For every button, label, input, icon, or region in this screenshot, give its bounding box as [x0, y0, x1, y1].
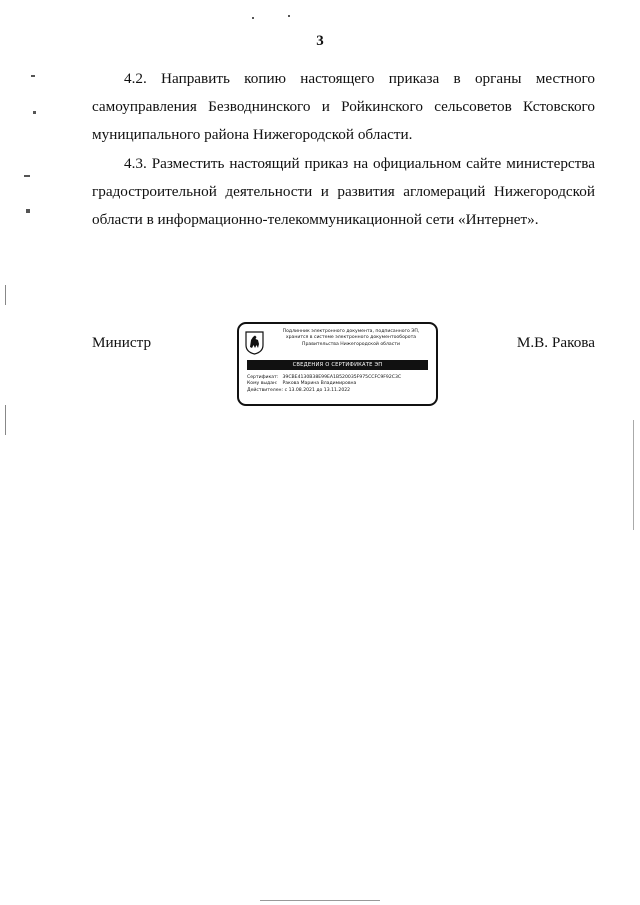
- scan-mark: [24, 175, 30, 177]
- signer-title: Министр: [92, 334, 152, 351]
- scan-mark: [288, 15, 290, 17]
- stamp-header: [267, 329, 435, 348]
- stamp-banner: СВЕДЕНИЯ О СЕРТИФИКАТЕ ЭП: [247, 360, 428, 370]
- stamp-header-line: Правительства Нижегородской области: [302, 341, 400, 347]
- certificate-value: 39CBE4130B38E99EA1B520035F975CCFC9F92C3C: [282, 375, 402, 380]
- paragraph-4-3: 4.3. Разместить настоящий приказ на официальном сайте министерства градостроительной деятельности и развития агломераций Нижегородской области в информационно-телекоммуникационной сети «Интернет».: [92, 155, 595, 228]
- issued-to-value: Ракова Марина Владимировна: [282, 381, 357, 387]
- coat-of-arms-icon: [245, 331, 264, 355]
- scan-edge-line: [5, 285, 6, 305]
- validity-label: Действителен:: [247, 387, 284, 393]
- scan-mark: [26, 209, 30, 213]
- validity-value: с 13.08.2021 до 13.11.2022: [284, 387, 351, 393]
- signer-name: М.В. Ракова: [516, 334, 595, 351]
- paragraph-4-2: 4.2. Направить копию настоящего приказа в органы местного самоуправления Безводнинского и Ройкинского сельсоветов Кстовского муниципального района Нижегородской области.: [92, 70, 595, 143]
- scan-mark: [31, 75, 35, 77]
- scan-edge-line: [633, 420, 634, 530]
- certificate-label: Сертификат:: [247, 375, 279, 380]
- validity-row: [247, 388, 432, 394]
- page-number: 3: [316, 33, 324, 49]
- scan-edge-line: [260, 900, 380, 901]
- electronic-signature-stamp: [237, 322, 438, 406]
- issued-to-label: Кому выдан:: [247, 381, 278, 387]
- stamp-header-line: хранится в системе электронного документооборота: [285, 335, 417, 341]
- scan-edge-line: [5, 405, 6, 435]
- scan-mark: [252, 17, 254, 19]
- scan-mark: [33, 111, 36, 114]
- certificate-details: [247, 375, 432, 394]
- stamp-header-line: Подлинник электронного документа, подписанного ЭП,: [282, 329, 420, 334]
